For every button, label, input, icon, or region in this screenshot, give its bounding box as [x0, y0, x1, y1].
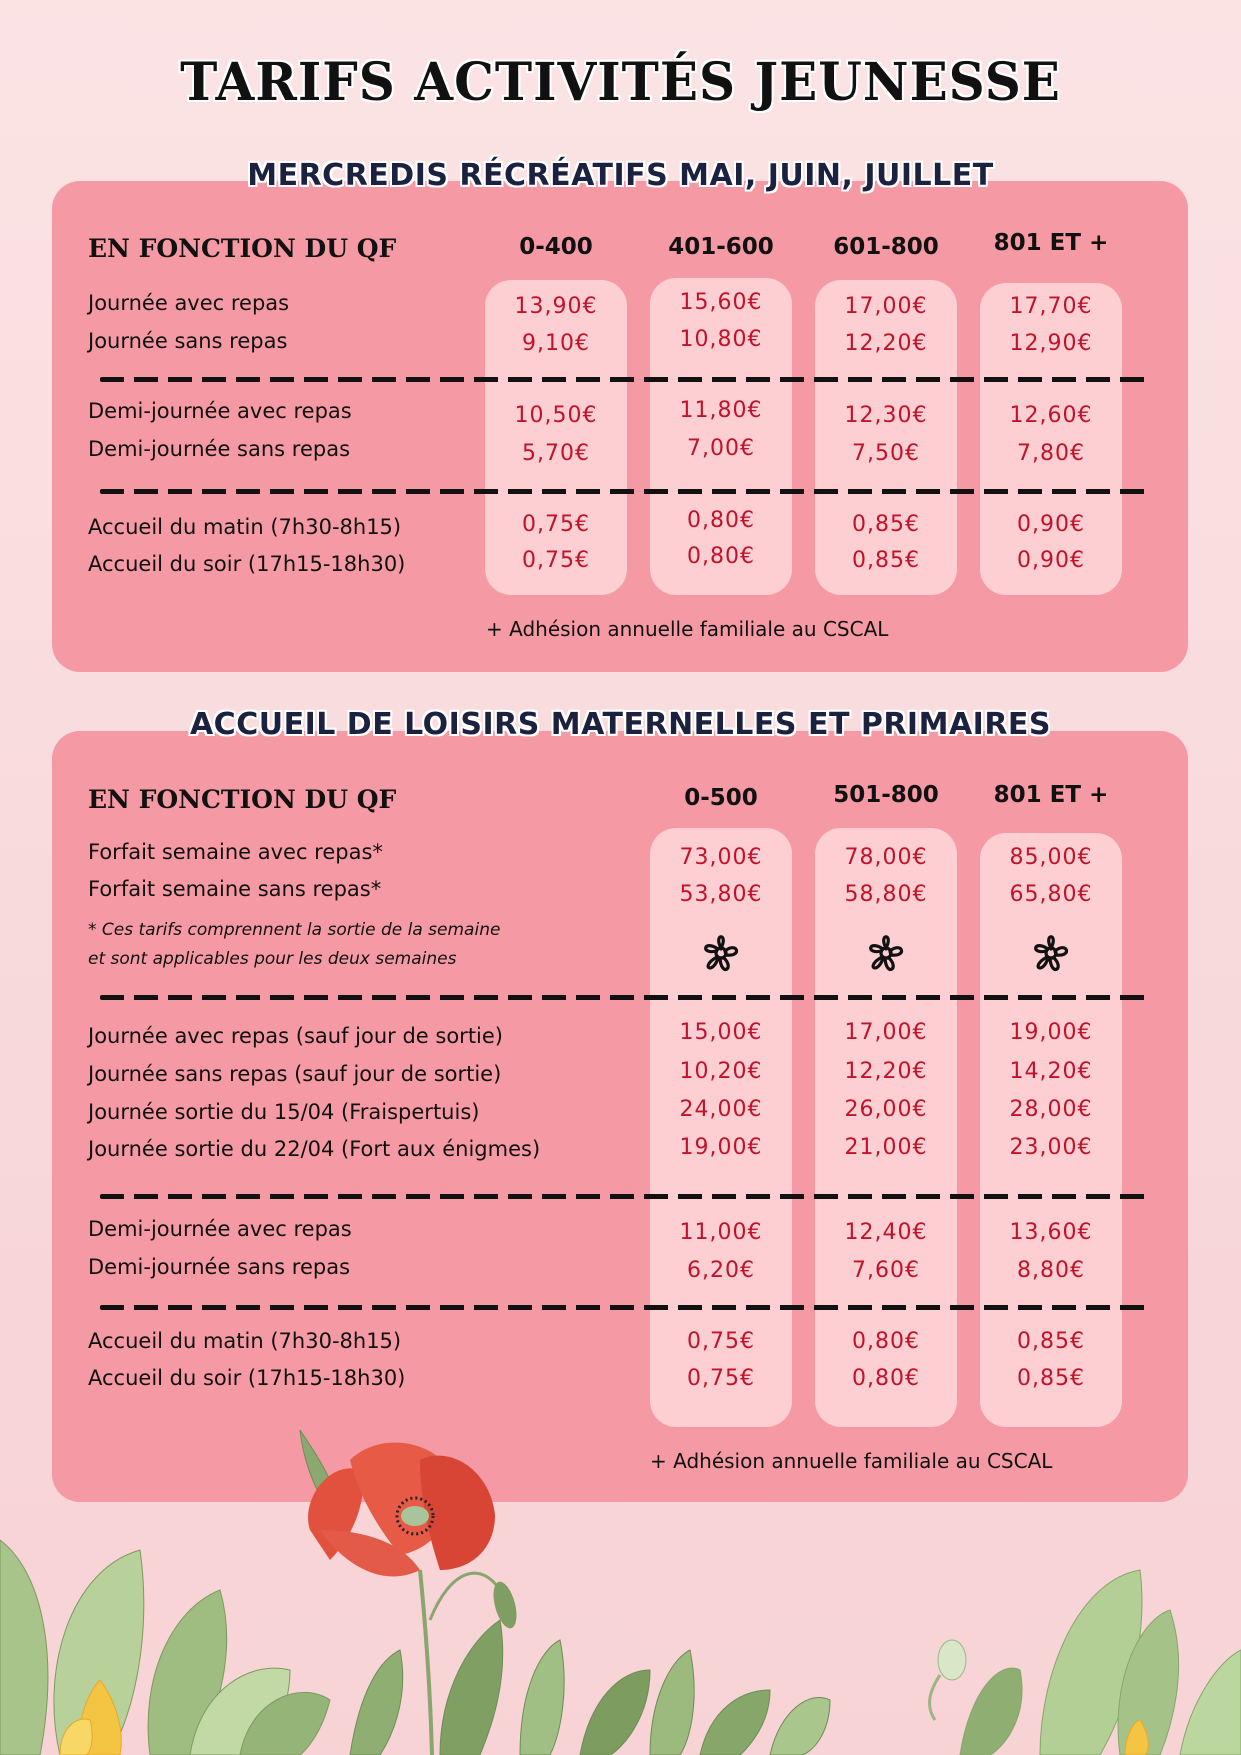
price-cell: 0,85€	[852, 548, 920, 573]
orchid-flower	[930, 1640, 966, 1720]
section-title-accueil-loisirs: ACCUEIL DE LOISIRS MATERNELLES ET PRIMAIRES	[189, 707, 1052, 742]
price-cell: 23,00€	[1009, 1135, 1093, 1160]
price-cell: 17,70€	[1009, 294, 1093, 319]
price-cell: 0,85€	[1017, 1329, 1085, 1354]
dashed-divider	[100, 377, 1146, 382]
price-cell: 0,75€	[522, 548, 590, 573]
row-label: Forfait semaine avec repas*	[88, 840, 383, 864]
row-label: Journée sans repas (sauf jour de sortie)	[88, 1062, 502, 1086]
price-cell: 0,85€	[852, 512, 920, 537]
row-label: Journée sortie du 15/04 (Fraispertuis)	[88, 1100, 480, 1124]
price-cell: 0,75€	[522, 512, 590, 537]
flower-icon	[856, 925, 916, 981]
membership-note: + Adhésion annuelle familiale au CSCAL	[486, 617, 889, 641]
poppy-bud	[489, 1579, 521, 1631]
membership-note: + Adhésion annuelle familiale au CSCAL	[650, 1449, 1053, 1473]
price-cell: 19,00€	[679, 1135, 763, 1160]
price-cell: 15,00€	[679, 1020, 763, 1045]
column-header: 0-500	[684, 785, 758, 811]
price-cell: 7,50€	[852, 441, 920, 466]
leaves-center	[350, 1620, 830, 1755]
leaves-right	[960, 1570, 1241, 1755]
price-cell: 26,00€	[844, 1097, 928, 1122]
price-cell: 21,00€	[844, 1135, 928, 1160]
row-label: Journée sortie du 22/04 (Fort aux énigmes)	[88, 1137, 541, 1161]
column-header: 501-800	[833, 782, 939, 808]
column-header: 801 ET +	[993, 230, 1109, 256]
flower-icon	[691, 925, 751, 981]
poppy-stem	[420, 1570, 432, 1755]
dashed-divider	[100, 1305, 1146, 1310]
row-label: Journée avec repas	[88, 291, 290, 315]
price-cell: 12,30€	[844, 403, 928, 428]
row-label: Accueil du soir (17h15-18h30)	[88, 1366, 406, 1390]
price-cell: 10,80€	[679, 327, 763, 352]
column-header: 601-800	[833, 234, 939, 260]
row-label: Demi-journée avec repas	[88, 1217, 352, 1241]
price-cell: 58,80€	[844, 882, 928, 907]
price-cell: 9,10€	[522, 331, 590, 356]
price-cell: 28,00€	[1009, 1097, 1093, 1122]
price-cell: 0,75€	[687, 1366, 755, 1391]
row-label: Journée avec repas (sauf jour de sortie)	[88, 1024, 503, 1048]
price-cell: 0,80€	[687, 544, 755, 569]
poppy-flower	[308, 1443, 495, 1577]
price-cell: 0,75€	[687, 1329, 755, 1354]
row-label: Demi-journée avec repas	[88, 399, 352, 423]
price-cell: 6,20€	[687, 1258, 755, 1283]
price-cell: 12,20€	[844, 331, 928, 356]
price-cell: 0,90€	[1017, 512, 1085, 537]
qf-label: EN FONCTION DU QF	[88, 234, 397, 263]
footnote-line: et sont applicables pour les deux semaines	[88, 949, 457, 969]
price-cell: 11,80€	[679, 398, 763, 423]
price-cell: 7,00€	[687, 436, 755, 461]
price-cell: 73,00€	[679, 845, 763, 870]
price-cell: 19,00€	[1009, 1020, 1093, 1045]
row-label: Demi-journée sans repas	[88, 1255, 351, 1279]
price-cell: 12,20€	[844, 1059, 928, 1084]
section-title-mercredis: MERCREDIS RÉCRÉATIFS MAI, JUIN, JUILLET	[247, 158, 994, 193]
price-cell: 24,00€	[679, 1097, 763, 1122]
price-cell: 13,60€	[1009, 1220, 1093, 1245]
price-cell: 7,60€	[852, 1258, 920, 1283]
row-label: Accueil du soir (17h15-18h30)	[88, 552, 406, 576]
footnote-line: * Ces tarifs comprennent la sortie de la semaine	[88, 920, 501, 940]
price-cell: 7,80€	[1017, 441, 1085, 466]
column-header: 0-400	[519, 234, 593, 260]
price-cell: 65,80€	[1009, 882, 1093, 907]
price-cell: 53,80€	[679, 882, 763, 907]
price-cell: 10,20€	[679, 1059, 763, 1084]
price-cell: 12,40€	[844, 1220, 928, 1245]
price-cell: 12,90€	[1009, 331, 1093, 356]
price-cell: 17,00€	[844, 1020, 928, 1045]
price-cell: 0,80€	[687, 508, 755, 533]
price-cell: 0,85€	[1017, 1366, 1085, 1391]
price-cell: 78,00€	[844, 845, 928, 870]
dashed-divider	[100, 489, 1146, 494]
row-label: Accueil du matin (7h30-8h15)	[88, 515, 402, 539]
price-cell: 10,50€	[514, 403, 598, 428]
dashed-divider	[100, 1194, 1146, 1199]
dashed-divider	[100, 995, 1146, 1000]
forfait-footnote	[88, 916, 500, 974]
row-label: Demi-journée sans repas	[88, 437, 351, 461]
price-cell: 13,90€	[514, 294, 598, 319]
flower-icon	[1021, 925, 1081, 981]
page-title: TARIFS ACTIVITÉS JEUNESSE	[180, 50, 1061, 113]
bud-stem	[430, 1573, 500, 1620]
price-cell: 0,80€	[852, 1366, 920, 1391]
row-label: Accueil du matin (7h30-8h15)	[88, 1329, 402, 1353]
price-cell: 17,00€	[844, 294, 928, 319]
price-cell: 12,60€	[1009, 403, 1093, 428]
floral-illustration	[0, 1420, 1241, 1755]
price-cell: 8,80€	[1017, 1258, 1085, 1283]
price-cell: 5,70€	[522, 441, 590, 466]
leaves-left	[0, 1540, 330, 1755]
price-cell: 15,60€	[679, 290, 763, 315]
column-header: 401-600	[668, 234, 774, 260]
price-cell: 0,90€	[1017, 548, 1085, 573]
price-cell: 11,00€	[679, 1220, 763, 1245]
price-cell: 0,80€	[852, 1329, 920, 1354]
column-header: 801 ET +	[993, 782, 1109, 808]
price-cell: 85,00€	[1009, 845, 1093, 870]
row-label: Journée sans repas	[88, 329, 288, 353]
price-cell: 14,20€	[1009, 1059, 1093, 1084]
row-label: Forfait semaine sans repas*	[88, 877, 382, 901]
qf-label: EN FONCTION DU QF	[88, 785, 397, 814]
